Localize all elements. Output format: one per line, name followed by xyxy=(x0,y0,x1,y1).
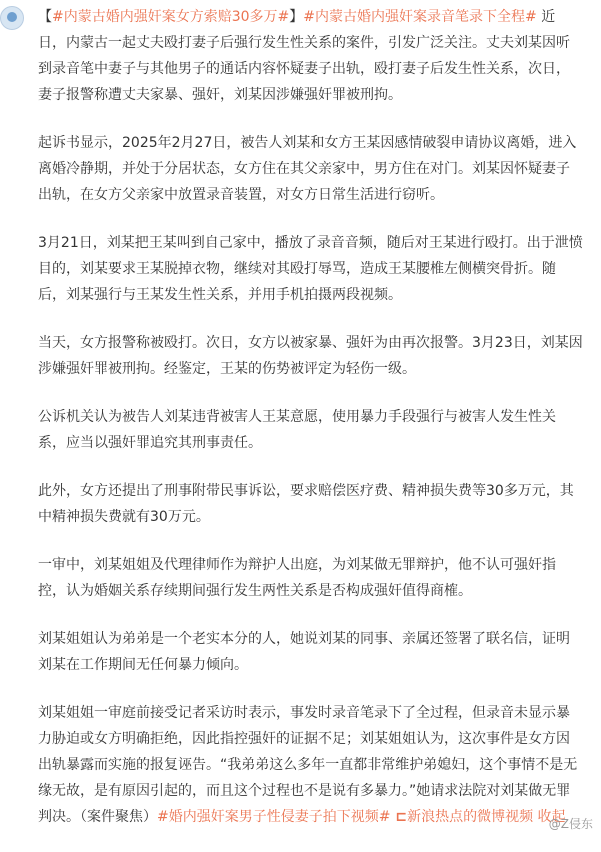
post-paragraph-1 xyxy=(38,0,583,108)
post-paragraph-7: 一审中，刘某姐姐及代理律师作为辩护人出庭，为刘某做无罪辩护，他不认可强奸指控，认为婚姻关系存续期间强行发生两性关系是否构成强奸值得商榷。 xyxy=(38,557,556,599)
bracket-open: 【 xyxy=(38,9,52,25)
bracket-close: 】 xyxy=(289,9,304,25)
watermark: @Z侵东 xyxy=(548,817,593,831)
collapse-link[interactable]: 收起 xyxy=(533,809,566,825)
post-paragraph-8: 刘某姐姐认为弟弟是一个老实本分的人，她说刘某的同事、亲属还签署了联名信，证明刘某在工作期间无任何暴力倾向。 xyxy=(38,631,570,673)
avatar-icon xyxy=(0,6,24,30)
hashtag-link-2[interactable]: #内蒙古婚内强奸案录音笔录下全程# xyxy=(303,9,537,25)
post-paragraph-2: 起诉书显示，2025年2月27日，被告人刘某和女方王某因感情破裂申请协议离婚，进入离婚冷静期，并处于分居状态，女方住在其父亲家中，男方住在对门。刘某因怀疑妻子出轨，在女方父亲家中放置录音装置，对女方日常生活进行窃听。 xyxy=(38,135,577,203)
post-paragraph-3: 3月21日，刘某把王某叫到自己家中，播放了录音音频，随后对王某进行殴打。出于泄愤目的，刘某要求王某脱掉衣物，继续对其殴打辱骂，造成王某腰椎左侧横突骨折。随后，刘某强行与王某发生性关系，并用手机拍摄两段视频。 xyxy=(38,235,583,303)
post-paragraph-4: 当天，女方报警称被殴打。次日，女方以被家暴、强奸为由再次报警。3月23日，刘某因涉嫌强奸罪被刑拘。经鉴定，王某的伤势被评定为轻伤一级。 xyxy=(38,335,583,377)
video-icon: ⊏ xyxy=(390,809,408,825)
paragraph-text: 近日，内蒙古一起丈夫殴打妻子后强行发生性关系的案件，引发广泛关注。丈夫刘某因听到录音笔中妻子与其他男子的通话内容怀疑妻子出轨，殴打妻子后发生性关系，次日，妻子报警称遭丈夫家暴、强奸，刘某因涉嫌强奸罪被刑拘。 xyxy=(38,9,570,103)
post-paragraph-5: 公诉机关认为被告人刘某违背被害人王某意愿，使用暴力手段强行与被害人发生性关系，应当以强奸罪追究其刑事责任。 xyxy=(38,409,556,451)
hashtag-link-1[interactable]: #内蒙古婚内强奸案女方索赔30多万# xyxy=(52,9,290,25)
post-paragraph-9 xyxy=(38,700,583,830)
post-body xyxy=(38,0,583,852)
paragraph-text: 刘某姐姐一审庭前接受记者采访时表示，事发时录音笔录下了全过程，但录音未显示暴力胁迫或女方明确拒绝，因此指控强奸的证据不足；刘某姐姐认为，这次事件是女方因出轨暴露而实施的报复诬告。“我弟弟这么多年一直都非常维护弟媳妇，这个事情不是无缘无故，是有原因引起的，而且这个过程也不是说有多暴力。”她请求法院对刘某做无罪判决。（案件聚焦） xyxy=(38,705,578,825)
video-link[interactable]: 新浪热点的微博视频 xyxy=(407,809,534,825)
post-paragraph-6: 此外，女方还提出了刑事附带民事诉讼，要求赔偿医疗费、精神损失费等30多万元，其中精神损失费就有30万元。 xyxy=(38,483,574,525)
hashtag-link-3[interactable]: #婚内强奸案男子性侵妻子拍下视频# xyxy=(157,809,391,825)
